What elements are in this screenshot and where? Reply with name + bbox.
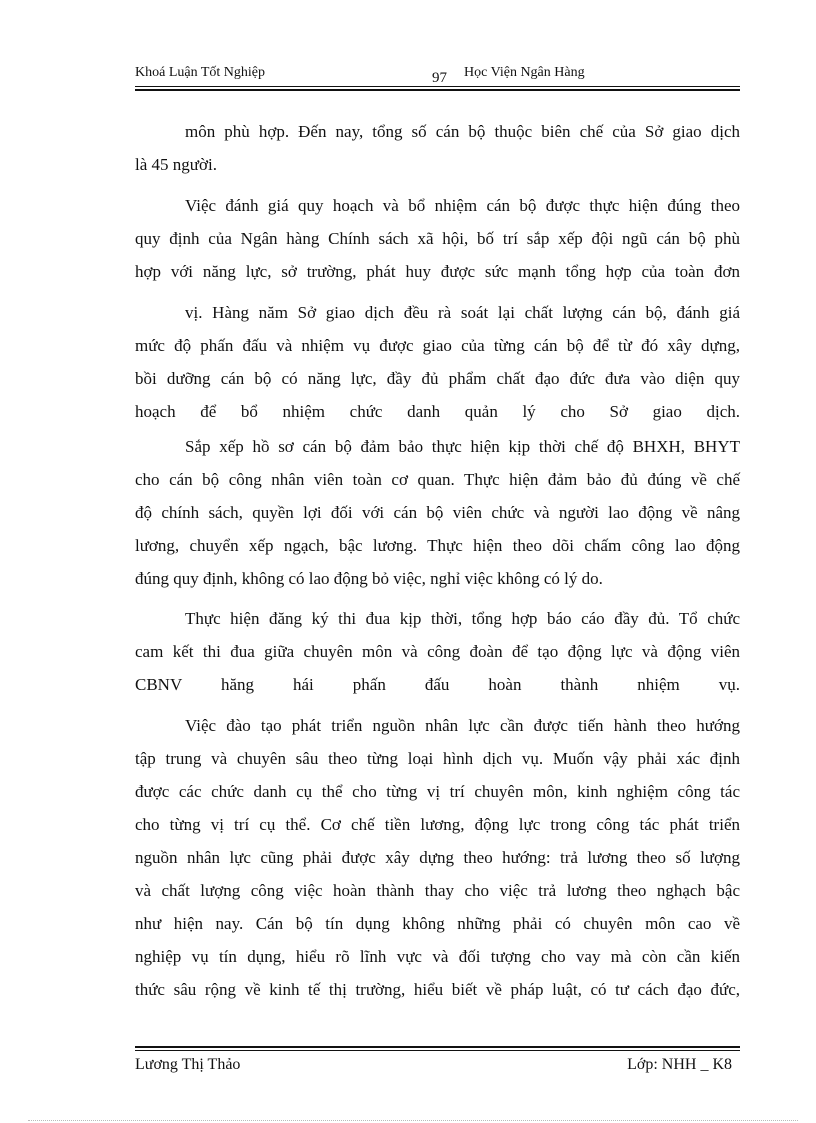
footer-class: Lớp: NHH _ K8 bbox=[627, 1056, 732, 1073]
page-footer bbox=[135, 1052, 740, 1076]
document-body bbox=[135, 115, 740, 1006]
text-line: hợp với năng lực, sở trường, phát huy được sức mạnh tổng hợp của toàn đơn bbox=[135, 262, 740, 281]
text-line: đúng quy định, không có lao động bỏ việc, nghỉ việc không có lý do. bbox=[135, 569, 603, 588]
text-line: và chất lượng công việc hoàn thành thay cho việc trả lương theo nghạch bậc bbox=[135, 881, 740, 900]
text-line: Việc đánh giá quy hoạch và bổ nhiệm cán bộ được thực hiện đúng theo bbox=[185, 196, 740, 215]
text-line: tập trung và chuyên sâu theo từng loại hình dịch vụ. Muốn vậy phải xác định bbox=[135, 749, 740, 768]
text-line: CBNV hăng hái phấn đấu hoàn thành nhiệm vụ. bbox=[135, 675, 740, 694]
text-line: cam kết thi đua giữa chuyên môn và công đoàn để tạo động lực và động viên bbox=[135, 642, 740, 661]
header-rule-thick bbox=[135, 89, 740, 91]
text-line: lương, chuyển xếp ngạch, bậc lương. Thực hiện theo dõi chấm công lao động bbox=[135, 536, 740, 555]
footer-rule-thin bbox=[135, 1050, 740, 1051]
header-thesis-title: Khoá Luận Tốt Nghiệp bbox=[135, 65, 265, 80]
text-line: môn phù hợp. Đến nay, tổng số cán bộ thuộc biên chế của Sở giao dịch bbox=[185, 122, 740, 141]
paragraph-3 bbox=[135, 430, 740, 595]
text-line: Sắp xếp hồ sơ cán bộ đảm bảo thực hiện kịp thời chế độ BHXH, BHYT bbox=[185, 437, 740, 456]
paragraph-2 bbox=[135, 189, 740, 428]
text-line: mức độ phấn đấu và nhiệm vụ được giao của từng cán bộ để từ đó xây dựng, bbox=[135, 336, 740, 355]
text-line: Thực hiện đăng ký thi đua kịp thời, tổng hợp báo cáo đầy đủ. Tổ chức bbox=[185, 609, 740, 628]
text-line: độ chính sách, quyền lợi đối với cán bộ viên chức và người lao động về nâng bbox=[135, 503, 740, 522]
paragraph-1 bbox=[135, 115, 740, 181]
text-line: bồi dưỡng cán bộ có năng lực, đầy đủ phẩm chất đạo đức đưa vào diện quy bbox=[135, 369, 740, 388]
header-institution: Học Viện Ngân Hàng bbox=[464, 65, 585, 80]
page-number: 97 bbox=[432, 70, 447, 86]
text-line: là 45 người. bbox=[135, 155, 217, 174]
page-header bbox=[135, 62, 740, 86]
footer-author: Lương Thị Thảo bbox=[135, 1056, 241, 1073]
paragraph-5 bbox=[135, 709, 740, 1006]
text-line: vị. Hàng năm Sở giao dịch đều rà soát lại chất lượng cán bộ, đánh giá bbox=[185, 303, 740, 322]
text-line: được các chức danh cụ thể cho từng vị trí chuyên môn, kinh nghiệm công tác bbox=[135, 782, 740, 801]
paragraph-4 bbox=[135, 602, 740, 701]
text-line: Việc đào tạo phát triển nguồn nhân lực cần được tiến hành theo hướng bbox=[185, 716, 740, 735]
footer-rule-thick bbox=[135, 1046, 740, 1048]
text-line: cho cán bộ công nhân viên toàn cơ quan. Thực hiện đảm bảo đủ đúng về chế bbox=[135, 470, 740, 489]
text-line: cho từng vị trí cụ thể. Cơ chế tiền lương, động lực trong công tác phát triển bbox=[135, 815, 740, 834]
text-line: quy định của Ngân hàng Chính sách xã hội, bố trí sắp xếp đội ngũ cán bộ phù bbox=[135, 229, 740, 248]
text-line: nghiệp vụ tín dụng, hiểu rõ lĩnh vực và đối tượng cho vay mà còn cần kiến bbox=[135, 947, 740, 966]
header-rule-thin bbox=[135, 86, 740, 87]
page-bottom-border bbox=[28, 1120, 798, 1121]
text-line: thức sâu rộng về kinh tế thị trường, hiểu biết về pháp luật, có tư cách đạo đức, bbox=[135, 980, 740, 999]
text-line: như hiện nay. Cán bộ tín dụng không những phải có chuyên môn cao về bbox=[135, 914, 740, 933]
text-line: hoạch để bổ nhiệm chức danh quản lý cho Sở giao dịch. bbox=[135, 402, 740, 421]
text-line: nguồn nhân lực cũng phải được xây dựng theo hướng: trả lương theo số lượng bbox=[135, 848, 740, 867]
